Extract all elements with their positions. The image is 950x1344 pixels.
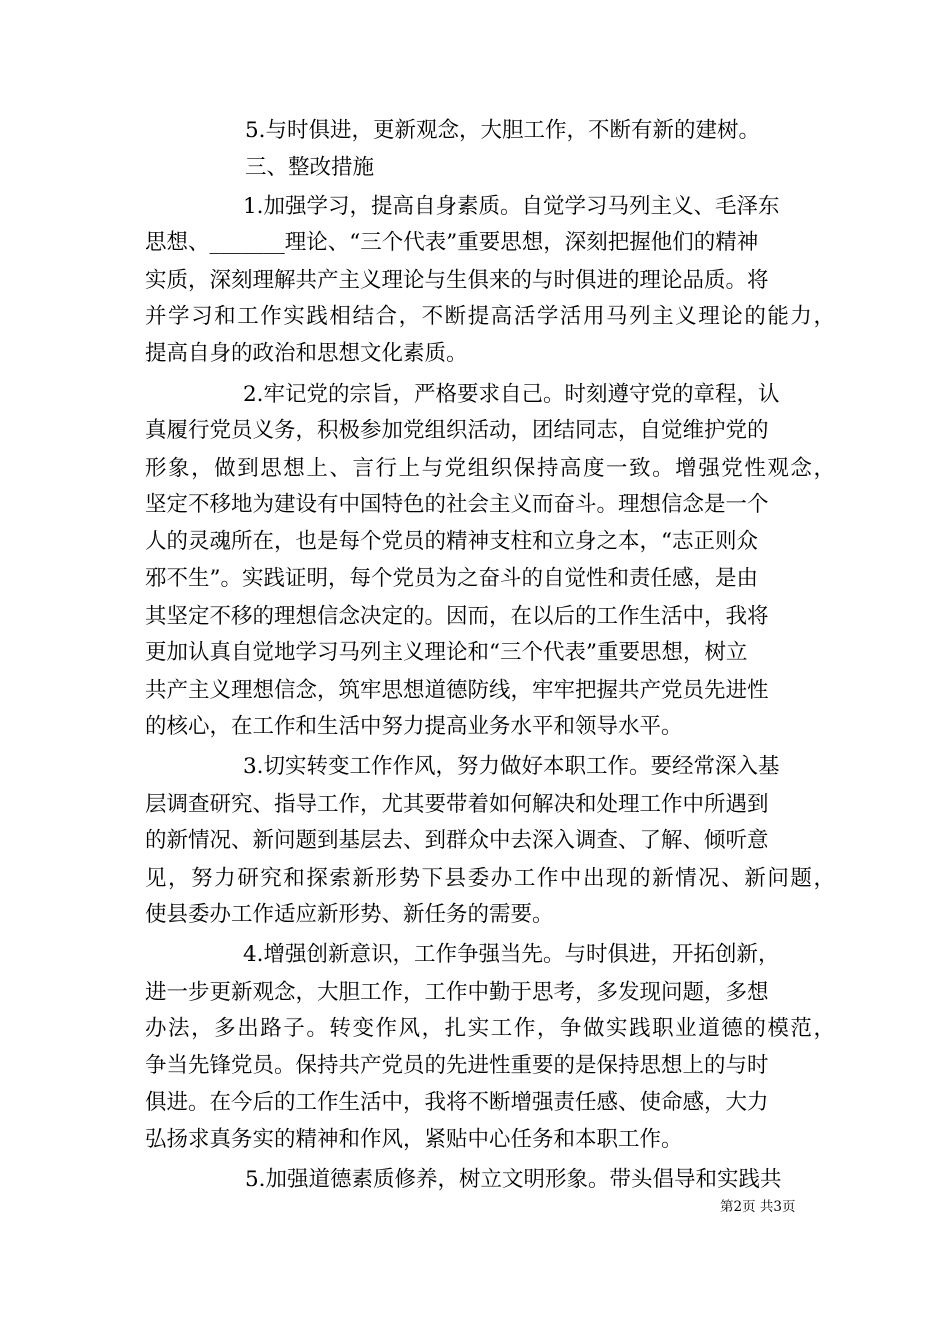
- text-line: 实质，深刻理解共产主义理论与生俱来的与时俱进的理论品质。将: [145, 268, 769, 293]
- text-line: 见，努力研究和探索新形势下县委办工作中出现的新情况、新问题，: [145, 866, 835, 891]
- text-line: 2.牢记党的宗旨，严格要求自己。时刻遵守党的章程，认: [243, 382, 780, 407]
- text-line: 人的灵魂所在，也是每个党员的精神支柱和立身之本，“志正则众: [145, 529, 758, 554]
- text-line: 俱进。在今后的工作生活中，我将不断增强责任感、使命感，大力: [145, 1090, 769, 1115]
- text-line: 3.切实转变工作作风，努力做好本职工作。要经常深入基: [243, 754, 780, 779]
- text-line: 5.与时俱进，更新观念，大胆工作，不断有新的建树。: [245, 118, 761, 143]
- text-line: 办法，多出路子。转变作风，扎实工作，争做实践职业道德的模范，: [145, 1016, 835, 1041]
- page-number-footer: 第2页 共3页: [720, 1199, 796, 1215]
- text-line: 4.增强创新意识，工作争强当先。与时俱进，开拓创新，: [243, 942, 780, 967]
- text-line: 层调查研究、指导工作，尤其要带着如何解决和处理工作中所遇到: [145, 792, 769, 817]
- section-heading: 三、整改措施: [245, 155, 375, 180]
- text-line: 并学习和工作实践相结合，不断提高活学活用马列主义理论的能力，: [145, 304, 835, 329]
- text-line: 其坚定不移的理想信念决定的。因而，在以后的工作生活中，我将: [145, 604, 769, 629]
- text-line: 思想、_______理论、“三个代表”重要思想，深刻把握他们的精神: [145, 230, 759, 255]
- text-line: 提高自身的政治和思想文化素质。: [145, 341, 468, 366]
- text-line: 邪不生”。实践证明，每个党员为之奋斗的自觉性和责任感，是由: [145, 566, 758, 591]
- text-line: 弘扬求真务实的精神和作风，紧贴中心任务和本职工作。: [145, 1127, 683, 1152]
- text-line: 进一步更新观念，大胆工作，工作中勤于思考，多发现问题，多想: [145, 980, 769, 1005]
- text-line: 的核心，在工作和生活中努力提高业务水平和领导水平。: [145, 714, 683, 739]
- text-line: 使县委办工作适应新形势、新任务的需要。: [145, 902, 554, 927]
- text-line: 5.加强道德素质修养，树立文明形象。带头倡导和实践共: [245, 1167, 782, 1192]
- text-line: 形象，做到思想上、言行上与党组织保持高度一致。增强党性观念，: [145, 456, 835, 481]
- text-line: 坚定不移地为建设有中国特色的社会主义而奋斗。理想信念是一个: [145, 492, 769, 517]
- text-line: 1.加强学习，提高自身素质。自觉学习马列主义、毛泽东: [243, 194, 780, 219]
- text-line: 共产主义理想信念，筑牢思想道德防线，牢牢把握共产党员先进性: [145, 678, 769, 703]
- text-line: 的新情况、新问题到基层去、到群众中去深入调查、了解、倾听意: [145, 828, 769, 853]
- text-line: 争当先锋党员。保持共产党员的先进性重要的是保持思想上的与时: [145, 1053, 769, 1078]
- text-line: 更加认真自觉地学习马列主义理论和“三个代表”重要思想，树立: [145, 640, 748, 665]
- text-line: 真履行党员义务，积极参加党组织活动，团结同志，自觉维护党的: [145, 418, 769, 443]
